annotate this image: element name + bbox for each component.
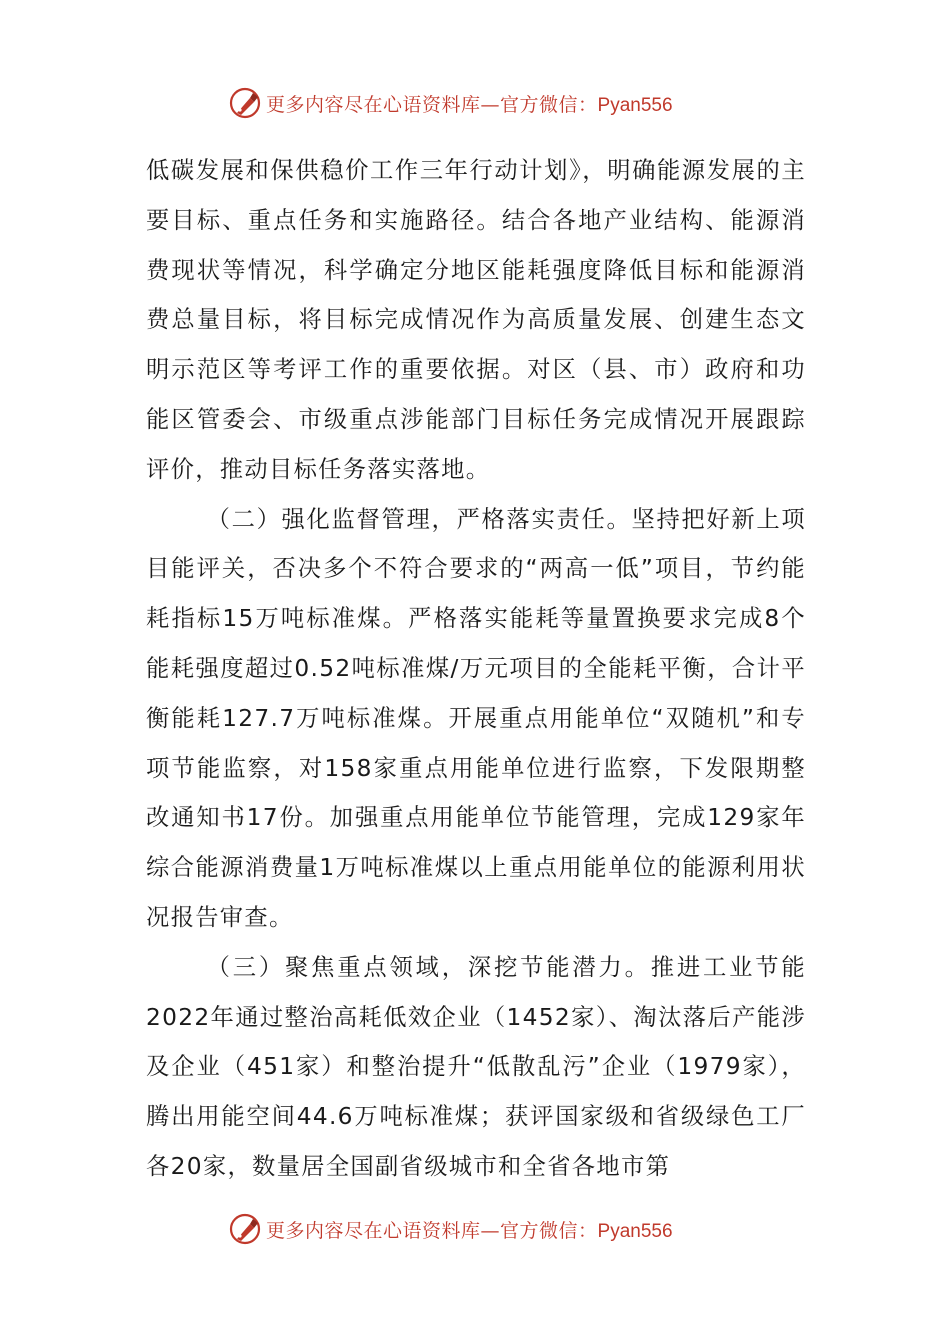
document-body bbox=[146, 146, 806, 1192]
footer-watermark bbox=[228, 1212, 673, 1246]
paragraph-2: （二）强化监督管理，严格落实责任。坚持把好新上项目能评关，否决多个不符合要求的“两高一低”项目，节约能耗指标15万吨标准煤。严格落实能耗等量置换要求完成8个能耗强度超过0.52吨标准煤/万元项目的全能耗平衡，合计平衡能耗127.7万吨标准煤。开展重点用能单位“双随机”和专项节能监察，对158家重点用能单位进行监察，下发限期整改通知书17份。加强重点用能单位节能管理，完成129家年综合能源消费量1万吨标准煤以上重点用能单位的能源利用状况报告审查。 bbox=[146, 505, 806, 931]
paragraph-1: 低碳发展和保供稳价工作三年行动计划》，明确能源发展的主要目标、重点任务和实施路径。结合各地产业结构、能源消费现状等情况，科学确定分地区能耗强度降低目标和能源消费总量目标，将目标完成情况作为高质量发展、创建生态文明示范区等考评工作的重要依据。对区（县、市）政府和功能区管委会、市级重点涉能部门目标任务完成情况开展跟踪评价，推动目标任务落实落地。 bbox=[146, 157, 806, 483]
paragraph-3: （三）聚焦重点领域，深挖节能潜力。推进工业节能2022年通过整治高耗低效企业（1452家）、淘汰落后产能涉及企业（451家）和整治提升“低散乱污”企业（1979家），腾出用能空间44.6万吨标准煤；获评国家级和省级绿色工厂各20家，数量居全国副省级城市和全省各地市第 bbox=[146, 953, 806, 1180]
watermark-text: 更多内容尽在心语资料库—官方微信：Pyan556 bbox=[266, 93, 673, 116]
pen-nib-icon bbox=[228, 1212, 262, 1246]
header-watermark bbox=[228, 86, 673, 120]
watermark-text: 更多内容尽在心语资料库—官方微信：Pyan556 bbox=[266, 1219, 673, 1242]
wechat-id: Pyan556 bbox=[597, 94, 673, 116]
wechat-id: Pyan556 bbox=[597, 1220, 673, 1242]
pen-nib-icon bbox=[228, 86, 262, 120]
